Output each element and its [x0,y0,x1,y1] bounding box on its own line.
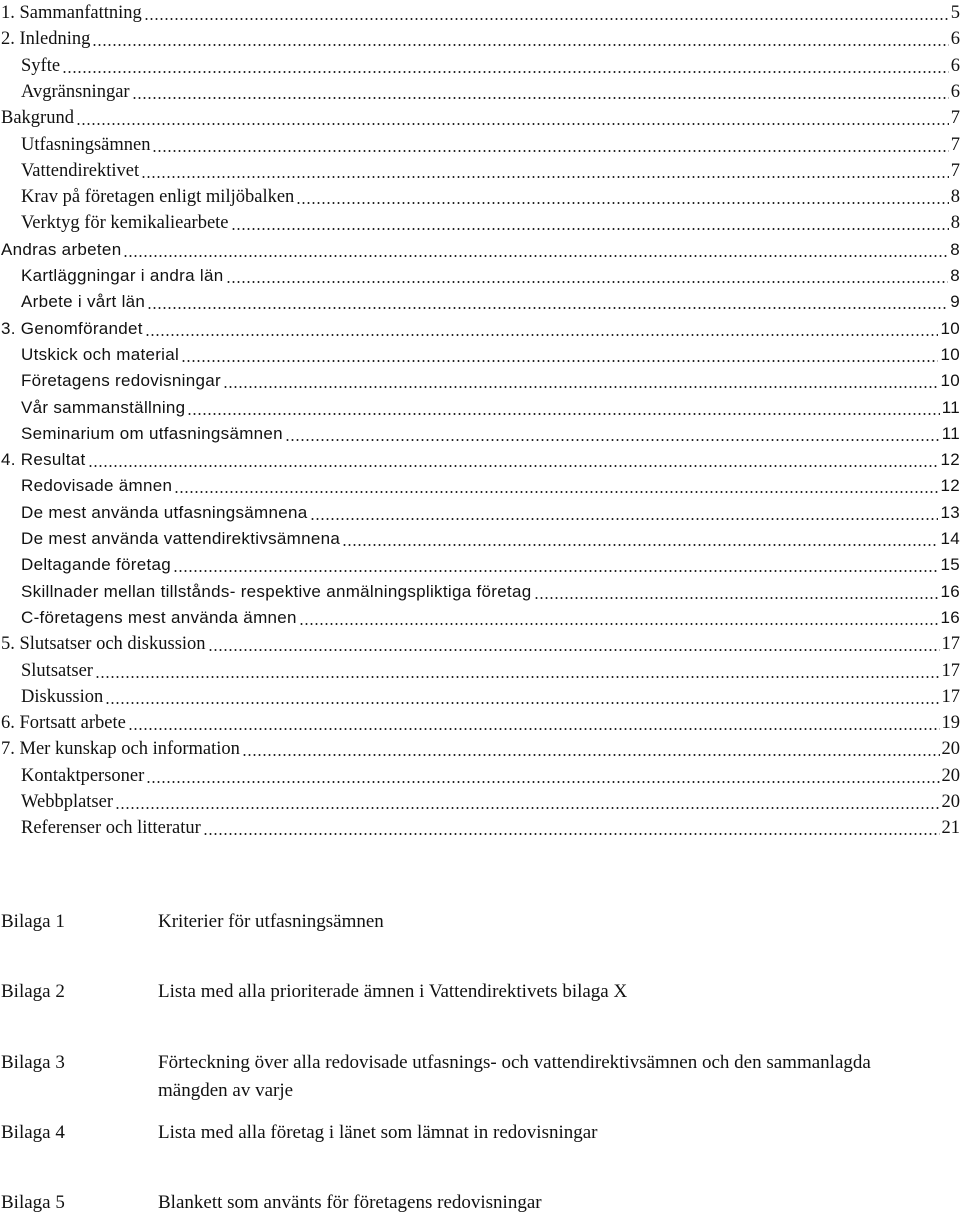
appendix-description: Blankett som använts för företagens redovisningar [158,1189,938,1217]
toc-entry-title: 2. Inledning [1,26,90,52]
toc-entry-title: Bakgrund [1,105,74,131]
toc-entry-title: Slutsatser [21,658,93,684]
dot-leader [208,649,940,651]
toc-entry[interactable] [21,184,960,210]
appendix-description: Förteckning över alla redovisade utfasnings- och vattendirektivsämnen och den sammanlagda mängden av varje [158,1049,938,1105]
toc-entry-page-number: 17 [942,684,960,710]
toc-entry[interactable] [1,710,960,736]
toc-entry[interactable] [21,395,960,421]
toc-entry-title: Vattendirektivet [21,158,139,184]
dot-leader [62,71,949,73]
appendix-label: Bilaga 2 [1,978,65,1006]
toc-entry[interactable] [21,815,960,841]
appendix-label: Bilaga 5 [1,1189,65,1217]
toc-entry[interactable] [1,0,960,26]
toc-entry-title: De mest använda utfasningsämnena [21,500,308,526]
toc-entry[interactable] [21,289,960,315]
toc-entry[interactable] [1,26,960,52]
toc-entry-title: 5. Slutsatser och diskussion [1,631,206,657]
toc-entry-page-number: 8 [950,263,960,289]
appendix-label: Bilaga 1 [1,908,65,936]
dot-leader [152,150,948,152]
toc-entry-title: 1. Sammanfattning [1,0,142,26]
toc-entry[interactable] [21,158,960,184]
dot-leader [174,491,938,493]
toc-entry-title: Deltagande företag [21,552,171,578]
toc-entry[interactable] [21,500,960,526]
toc-entry-page-number: 10 [940,368,960,394]
toc-entry-title: De mest använda vattendirektivsämnena [21,526,340,552]
toc-entry[interactable] [21,763,960,789]
toc-entry[interactable] [1,736,960,762]
toc-entry-title: C-företagens mest använda ämnen [21,605,297,631]
toc-entry-page-number: 21 [942,815,960,841]
toc-entry[interactable] [1,237,960,263]
toc-entry-page-number: 7 [951,158,960,184]
toc-entry-title: Arbete i vårt län [21,289,145,315]
toc-entry-page-number: 6 [951,79,960,105]
dot-leader [242,754,940,756]
toc-entry-title: 6. Fortsatt arbete [1,710,126,736]
toc-entry[interactable] [21,473,960,499]
toc-entry-title: Utfasningsämnen [21,132,150,158]
toc-entry-page-number: 20 [942,789,960,815]
dot-leader [145,334,939,336]
dot-leader [231,228,949,230]
dot-leader [181,360,938,362]
toc-entry[interactable] [21,53,960,79]
toc-entry[interactable] [21,79,960,105]
toc-entry-title: Referenser och litteratur [21,815,201,841]
toc-entry[interactable] [21,605,960,631]
dot-leader [141,176,949,178]
toc-entry-page-number: 9 [950,289,960,315]
toc-entry[interactable] [1,631,960,657]
dot-leader [296,202,948,204]
appendix-description: Kriterier för utfasningsämnen [158,908,938,936]
toc-entry-page-number: 13 [940,500,960,526]
dot-leader [88,465,939,467]
dot-leader [285,439,940,441]
dot-leader [92,44,948,46]
toc-entry-page-number: 10 [940,342,960,368]
appendix-description: Lista med alla prioriterade ämnen i Vattendirektivets bilaga X [158,978,938,1006]
toc-entry-title: 7. Mer kunskap och information [1,736,240,762]
toc-entry-page-number: 11 [942,421,960,447]
dot-leader [115,807,939,809]
toc-entry-page-number: 17 [942,658,960,684]
dot-leader [342,544,938,546]
toc-entry-page-number: 16 [940,579,960,605]
toc-entry-title: Vår sammanställning [21,395,185,421]
toc-entry[interactable] [21,658,960,684]
toc-entry-title: 4. Resultat [1,447,86,473]
toc-entry[interactable] [21,263,960,289]
dot-leader [310,518,939,520]
toc-entry-page-number: 19 [942,710,960,736]
toc-entry[interactable] [1,447,960,473]
toc-entry-title: Syfte [21,53,60,79]
dot-leader [95,676,940,678]
toc-entry-page-number: 7 [951,132,960,158]
toc-entry-title: Redovisade ämnen [21,473,172,499]
dot-leader [226,281,949,283]
dot-leader [147,307,948,309]
toc-entry-title: Diskussion [21,684,103,710]
toc-entry-page-number: 6 [951,53,960,79]
toc-entry-page-number: 10 [940,316,960,342]
toc-entry-title: Andras arbeten [1,237,121,263]
dot-leader [173,570,938,572]
toc-entry-page-number: 16 [940,605,960,631]
toc-entry-page-number: 15 [940,552,960,578]
toc-entry-page-number: 6 [951,26,960,52]
dot-leader [105,702,939,704]
toc-entry-title: 3. Genomförandet [1,316,143,342]
toc-entry-page-number: 17 [942,631,960,657]
dot-leader [146,781,939,783]
toc-entry-page-number: 8 [951,184,960,210]
toc-entry[interactable] [21,210,960,236]
toc-entry[interactable] [21,342,960,368]
dot-leader [534,597,939,599]
toc-entry-page-number: 7 [951,105,960,131]
toc-entry-title: Utskick och material [21,342,179,368]
dot-leader [223,386,939,388]
dot-leader [123,255,948,257]
toc-entry[interactable] [21,368,960,394]
appendix-label: Bilaga 4 [1,1119,65,1147]
toc-entry[interactable] [21,684,960,710]
appendix-description: Lista med alla företag i länet som lämnat in redovisningar [158,1119,938,1147]
toc-entry[interactable] [21,552,960,578]
appendix-label: Bilaga 3 [1,1049,65,1077]
toc-entry[interactable] [1,316,960,342]
dot-leader [132,97,949,99]
toc-entry[interactable] [21,789,960,815]
dot-leader [76,123,949,125]
toc-entry-page-number: 20 [942,763,960,789]
toc-entry[interactable] [21,421,960,447]
dot-leader [203,833,940,835]
toc-entry-title: Företagens redovisningar [21,368,221,394]
toc-entry[interactable] [1,105,960,131]
toc-entry-page-number: 8 [950,237,960,263]
toc-entry-title: Kontaktpersoner [21,763,144,789]
toc-entry-title: Verktyg för kemikaliearbete [21,210,229,236]
dot-leader [128,728,940,730]
toc-entry-title: Kartläggningar i andra län [21,263,224,289]
toc-entry[interactable] [21,526,960,552]
toc-entry-title: Skillnader mellan tillstånds- respektive anmälningspliktiga företag [21,579,532,605]
toc-entry-title: Krav på företagen enligt miljöbalken [21,184,294,210]
toc-entry-page-number: 11 [942,395,960,421]
toc-entry-title: Webbplatser [21,789,113,815]
dot-leader [187,413,939,415]
toc-entry-page-number: 14 [940,526,960,552]
toc-entry-page-number: 12 [940,447,960,473]
toc-entry-page-number: 20 [942,736,960,762]
toc-entry[interactable] [21,579,960,605]
toc-entry-page-number: 12 [940,473,960,499]
toc-entry-page-number: 5 [951,0,960,26]
toc-entry-page-number: 8 [951,210,960,236]
toc-entry-title: Seminarium om utfasningsämnen [21,421,283,447]
toc-entry[interactable] [21,132,960,158]
toc-entry-title: Avgränsningar [21,79,130,105]
dot-leader [144,18,949,20]
dot-leader [299,623,939,625]
